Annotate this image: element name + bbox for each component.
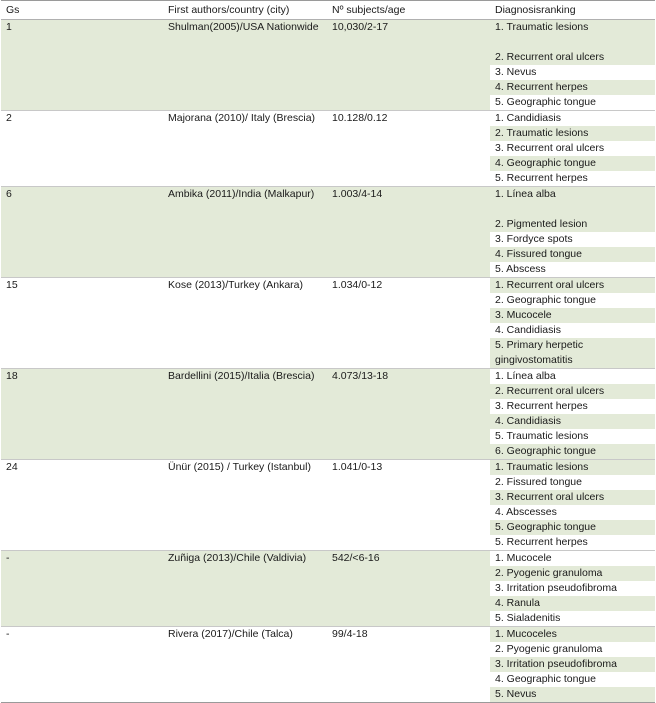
table-row: [1, 187, 655, 278]
diagnosis-item: 1. Mucoceles: [490, 627, 655, 642]
diagnosis-ranking-table: [1, 0, 655, 703]
cell-diagnoses: [490, 369, 655, 460]
diagnosis-item: 2. Recurrent oral ulcers: [495, 385, 605, 397]
table-row: [1, 111, 655, 187]
diagnosis-item: 4. Ranula: [495, 597, 540, 609]
cell-subjects: 1.041/0-13: [327, 460, 490, 551]
diagnosis-item: 1. Candidiasis: [495, 112, 561, 124]
diagnosis-item: 1. Traumatic lesions: [490, 460, 655, 475]
cell-diagnoses: [490, 278, 655, 369]
diagnosis-item: 1. Línea alba: [495, 188, 556, 200]
cell-gs: 1: [1, 20, 163, 111]
cell-authors: Ünür (2015) / Turkey (Istanbul): [163, 460, 327, 551]
cell-gs: -: [1, 627, 163, 703]
cell-diagnoses: [490, 551, 655, 627]
diagnosis-item: 1. Línea alba: [490, 369, 655, 384]
cell-diagnoses: [490, 20, 655, 111]
table-row: [1, 460, 655, 551]
diagnosis-item: 1. Mucocele: [490, 551, 655, 566]
header-subjects: Nº subjects/age: [327, 1, 490, 20]
cell-diagnoses: [490, 627, 655, 703]
diagnosis-item: 5. Sialadenitis: [490, 611, 655, 626]
diagnosis-item: 2. Pyogenic granuloma: [495, 643, 603, 655]
header-gs: Gs: [1, 1, 163, 20]
diagnosis-item: 1. Traumatic lesions: [495, 21, 589, 33]
cell-authors: Shulman(2005)/USA Nationwide: [163, 20, 327, 111]
diagnosis-item: 4. Candidiasis: [495, 324, 561, 336]
cell-subjects: 1.034/0-12: [327, 278, 490, 369]
diagnosis-item: 5. Recurrent herpes: [495, 172, 588, 184]
header-row: [1, 1, 655, 20]
diagnosis-item: 4. Geographic tongue: [490, 156, 655, 171]
cell-gs: 18: [1, 369, 163, 460]
cell-gs: 15: [1, 278, 163, 369]
diagnosis-item: 3. Recurrent herpes: [490, 399, 655, 414]
cell-subjects: 1.003/4-14: [327, 187, 490, 278]
diagnosis-item: 3. Nevus: [490, 65, 655, 80]
diagnosis-item: 4. Candidiasis: [495, 415, 561, 427]
cell-subjects: 542/<6-16: [327, 551, 490, 627]
diagnosis-item: 5. Nevus: [490, 687, 655, 702]
diagnosis-item: 5. Recurrent herpes: [495, 536, 588, 548]
cell-gs: 2: [1, 111, 163, 187]
diagnosis-item: 3. Mucocele: [490, 308, 655, 323]
cell-authors: Zuñiga (2013)/Chile (Valdivia): [163, 551, 327, 627]
diagnosis-item: 5. Geographic tongue: [490, 520, 655, 535]
cell-diagnoses: [490, 460, 655, 551]
diagnosis-item: 3. Irritation pseudofibroma: [490, 657, 655, 672]
cell-subjects: 10.128/0.12: [327, 111, 490, 187]
cell-gs: 24: [1, 460, 163, 551]
cell-authors: Ambika (2011)/India (Malkapur): [163, 187, 327, 278]
diagnosis-item: 2. Recurrent oral ulcers: [495, 51, 605, 63]
diagnosis-item: 4. Recurrent herpes: [495, 81, 588, 93]
diagnosis-item: 5. Primary herpetic gingivostomatitis: [490, 338, 655, 368]
diagnosis-item: 4. Geographic tongue: [495, 673, 596, 685]
cell-authors: Kose (2013)/Turkey (Ankara): [163, 278, 327, 369]
diagnosis-item: 5. Geographic tongue: [490, 95, 655, 110]
diagnosis-item: 3. Irritation pseudofibroma: [490, 581, 655, 596]
diagnosis-item: 3. Recurrent oral ulcers: [490, 490, 655, 505]
diagnosis-item: 5. Abscess: [490, 262, 655, 277]
cell-subjects: 10,030/2-17: [327, 20, 490, 111]
diagnosis-item: 2. Traumatic lesions: [490, 126, 655, 141]
diagnosis-item: 2. Geographic tongue: [495, 294, 596, 306]
diagnosis-item: 4. Abscesses: [495, 506, 557, 518]
diagnosis-item: 2. Pyogenic granuloma: [495, 567, 603, 579]
diagnosis-item: 6. Geographic tongue: [495, 445, 596, 457]
table-row: [1, 551, 655, 627]
table-row: [1, 278, 655, 369]
cell-authors: Rivera (2017)/Chile (Talca): [163, 627, 327, 703]
cell-diagnoses: [490, 111, 655, 187]
table-row: [1, 369, 655, 460]
header-diagnosis: Diagnosisranking: [490, 1, 655, 20]
diagnosis-item: 1. Recurrent oral ulcers: [490, 278, 655, 293]
table-row: [1, 627, 655, 703]
cell-gs: 6: [1, 187, 163, 278]
diagnosis-item: 3. Recurrent oral ulcers: [495, 142, 605, 154]
diagnosis-item: 5. Traumatic lesions: [490, 429, 655, 444]
table-row: [1, 20, 655, 111]
header-authors: First authors/country (city): [163, 1, 327, 20]
diagnosis-item: 2. Fissured tongue: [495, 476, 582, 488]
cell-subjects: 99/4-18: [327, 627, 490, 703]
diagnosis-item: 4. Fissured tongue: [495, 248, 582, 260]
cell-subjects: 4.073/13-18: [327, 369, 490, 460]
diagnosis-item: 2. Pigmented lesion: [495, 218, 588, 230]
cell-diagnoses: [490, 187, 655, 278]
cell-authors: Bardellini (2015)/Italia (Brescia): [163, 369, 327, 460]
cell-gs: -: [1, 551, 163, 627]
diagnosis-item: 3. Fordyce spots: [490, 232, 655, 247]
cell-authors: Majorana (2010)/ Italy (Brescia): [163, 111, 327, 187]
